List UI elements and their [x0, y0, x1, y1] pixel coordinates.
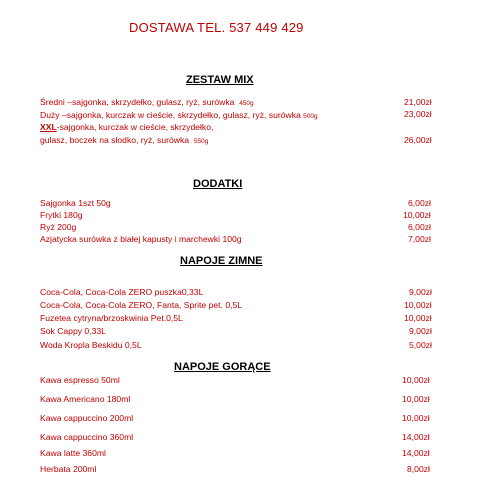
- xxl-label: XXL: [40, 122, 57, 132]
- menu-item-name: Kawa espresso 50ml: [40, 375, 120, 385]
- menu-item-price: 6,00zł: [408, 222, 431, 232]
- section-title-napoje-gorace: NAPOJE GORĄCE: [174, 361, 271, 373]
- menu-item-name: XXL-sajgonka, kurczak w cieście, skrzydełko,: [40, 122, 214, 132]
- menu-item-price: 10,00zł: [402, 394, 430, 404]
- menu-item-name: Coca-Cola, Coca-Cola ZERO, Fanta, Sprite pet. 0,5L: [40, 300, 243, 310]
- menu-item-name: Kawa cappuccino 360ml: [40, 432, 134, 442]
- menu-item-price: 10,00zł: [402, 413, 430, 423]
- menu-item-price: 5,00zł: [409, 340, 432, 350]
- menu-item-name: Fuzetea cytryna/brzoskwinia Pet.0,5L: [40, 313, 183, 323]
- menu-item-name: Herbata 200ml: [40, 464, 97, 474]
- menu-item-weight: 500g: [303, 113, 318, 120]
- menu-item-price: 14,00zł: [402, 432, 430, 442]
- menu-item-name: Kawa Americano 180ml: [40, 394, 131, 404]
- menu-item-name: Coca-Cola, Coca-Cola ZERO puszka0,33L: [40, 287, 204, 297]
- menu-item-price: 8,00zł: [407, 464, 430, 474]
- menu-item-name: Ryż 200g: [40, 222, 77, 232]
- menu-item-price: 10,00zł: [402, 375, 430, 385]
- section-title-napoje-zimne: NAPOJE ZIMNE: [180, 255, 263, 267]
- menu-item-name: Kawa cappuccino 200ml: [40, 413, 134, 423]
- menu-item-price: 9,00zł: [409, 287, 432, 297]
- menu-item-name: Woda Kropla Beskidu 0,5L: [40, 340, 142, 350]
- menu-item-name: Sok Cappy 0,33L: [40, 326, 106, 336]
- menu-item-price: 26,00zł: [404, 135, 432, 145]
- section-title-dodatki: DODATKI: [193, 178, 243, 190]
- delivery-phone-header: DOSTAWA TEL. 537 449 429: [129, 20, 304, 35]
- menu-item-weight: 550g: [193, 138, 209, 145]
- menu-item-name: Duży –sajgonka, kurczak w cieście, skrzydełko, gulasz, ryż, surówka 500g: [40, 110, 318, 120]
- menu-item-weight: 450g: [239, 100, 254, 107]
- menu-item-price: 10,00zł: [404, 313, 432, 323]
- menu-item-name: Sajgonka 1szt 50g: [40, 198, 111, 208]
- menu-item-price: 21,00zł: [404, 97, 432, 107]
- menu-item-price: 6,00zł: [408, 198, 431, 208]
- menu-item-price: 14,00zł: [402, 448, 430, 458]
- menu-item-price: 10,00zł: [404, 300, 432, 310]
- menu-item-name: Kawa latte 360ml: [40, 448, 106, 458]
- menu-item-name-continued: gulasz, boczek na słodko, ryż, surówka 550g: [40, 135, 209, 145]
- menu-item-name: Średni –sajgonka, skrzydełko, gulasz, ryż, surówka 450g: [40, 97, 254, 107]
- menu-item-name: Frytki 180g: [40, 210, 83, 220]
- menu-item-name: Azjatycka surówka z białej kapusty i marchewki 100g: [40, 234, 242, 244]
- menu-item-price: 23,00zł: [404, 109, 432, 119]
- section-title-zestaw-mix: ZESTAW MIX: [186, 74, 254, 86]
- menu-item-price: 9,00zł: [409, 326, 432, 336]
- menu-item-price: 10,00zł: [403, 210, 431, 220]
- menu-item-price: 7,00zł: [408, 234, 431, 244]
